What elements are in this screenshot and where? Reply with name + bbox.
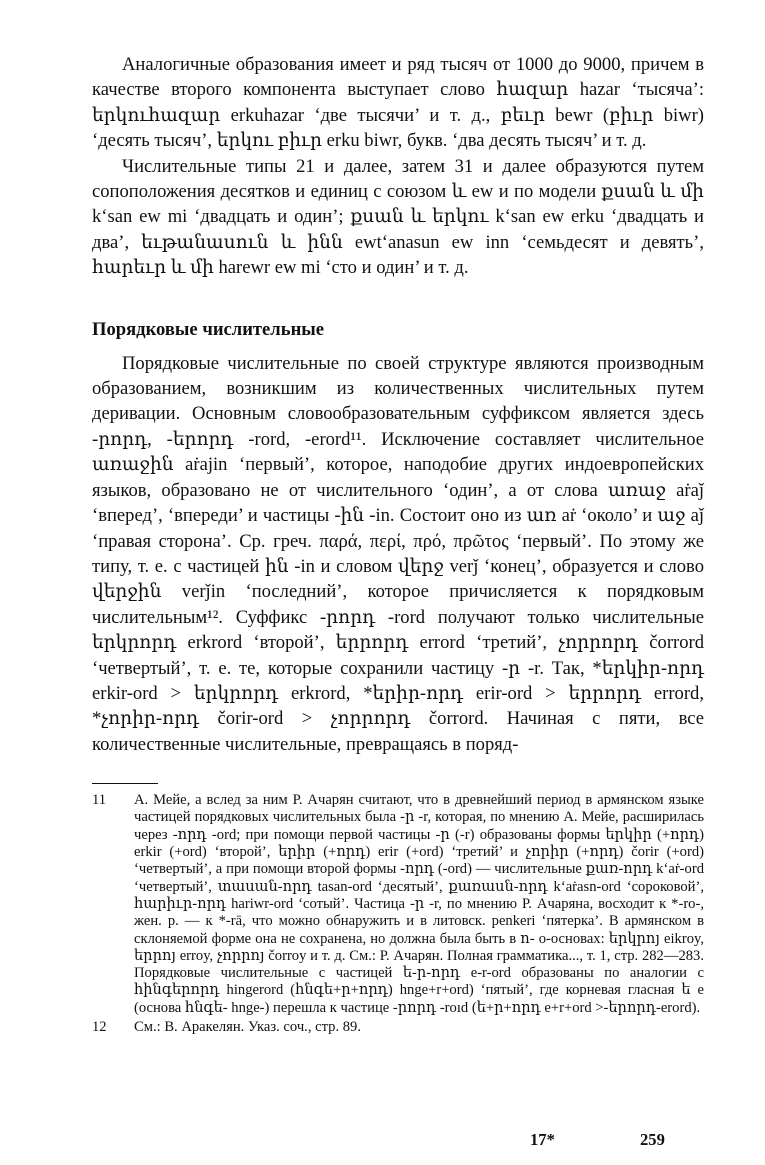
body-paragraph: Аналогичные образования имеет и ряд тысяч от 1000 до 9000, причем в качестве второго компонента выступает слово հազար hazar ‘тысяча’: երկուհազար erkuhazar ‘две тысячи’ и т. д., բեւր bewr (բիւր biwr) ‘десять тысяч’, երկու բիւր erku biwr, букв. ‘два десять тысяч’ и т. д. xyxy=(92,54,704,152)
footnote-text: А. Мейе, а вслед за ним Р. Ачарян считают, что в древнейший период в армянском языке частицей порядковых числительных была -ր -r, которая, по мнению А. Мейе, расширилась через -որդ -ord; при помощи первой частицы -ր (-r) образованы формы երկիր (+որդ) erkir (+ord) ‘второй’, երիր (+որդ) erir (+ord) ‘третий’ и չորիր (+որդ) čorir (+ord) ‘четвертый’, а при помощи второй формы -որդ (-ord) — числительные քառ-որդ k‘aṙ-ord ‘четвертый’, տասան-որդ tasan-ord ‘десятый’, քառասն-որդ k‘aṙasn-ord ‘сороковой’, հարիւր-որդ hariwr-ord ‘сотый’. Частица -ր -r, по мнению Р. Ачаряна, восходит к *-ro-, жен. р. — к *-rā, что можно обнаружить и в литовск. penkeri ‘пятерка’. В армянском в склоняемой форме она не сохранена, но должна была быть в ո- о-основах: երկրոյ eikroy, երրոյ erroy, չորրոյ čorroy и т. д. См.: Р. Ачарян. Полная грамматика..., т. 1, стр. 282—283. Порядковые числительные с частицей ե-ր-որդ e-r-ord образованы по аналогии с հինգերորդ hingerord (հնգե+ր+որդ) hnge+r+ord) ‘пятый’, где корневая гласная ե e (основа հնգե- hnge-) перешла к частице -րորդ -roıd (ե+ր+որդ e+r+ord >-երորդ-erord). xyxy=(134,792,704,1016)
footnote-number: 11 xyxy=(92,792,107,809)
footnote xyxy=(92,1019,704,1036)
footnote-text: См.: В. Аракелян. Указ. соч., стр. 89. xyxy=(134,1019,361,1036)
body-paragraph: Числительные типы 21 и далее, затем 31 и далее образуются путем сопоположения десятков и единиц с союзом և ew и по модели քսան և մի k‘san ew mi ‘двадцать и один’; քսան և երկու k‘san ew erku ‘двадцать и два’, եւթանասուն և ինն ewt‘anasun ew inn ‘семьдесят и девять’, հարեւր և մի harewr ew mi ‘сто и один’ и т. д. xyxy=(92,155,704,279)
section-heading: Порядковые числительные xyxy=(92,318,325,340)
page-number: 259 xyxy=(640,1130,665,1149)
signature-mark: 17* xyxy=(530,1130,555,1149)
footnote-number: 12 xyxy=(92,1019,107,1036)
page-content xyxy=(92,52,704,1036)
footnote xyxy=(92,792,704,1017)
footnotes xyxy=(92,792,704,1036)
footnote-divider xyxy=(92,783,158,784)
body-paragraph: Порядковые числительные по своей структуре являются производным образованием, возникшим из количественных числительных путем деривации. Основным словообразовательным суффиксом является здесь -րորդ, -երորդ -rord, -erord¹¹. Исключение составляет числительное առաջին aṙajin ‘первый’, которое, наподобие других индоевропейских языков, образовано не от числительного ‘один’, а от слова առաջ aṙaǰ ‘вперед’, ‘впереди’ и частицы -ին -in. Состоит оно из առ aṙ ‘около’ и աջ aǰ ‘правая сторона’. Ср. греч. παρά, περί, πρό, πρῶτος ‘первый’. По этому же типу, т. е. с частицей ին -in и словом վերջ verǰ ‘конец’, образуется и слово վերջին verǰin ‘последний’, которое причисляется к порядковым числительным¹². Суффикс -րորդ -rord получают только числительные երկրորդ erkrord ‘второй’, երրորդ errord ‘третий’, չորրորդ čorrord ‘четвертый’, т. е. те, которые сохранили частицу -ր -r. Так, *երկիր-որդ erkir-ord > երկրորդ erkrord, *երիր-որդ erir-ord > երրորդ errord, *չորիր-որդ čorir-ord > չորրորդ čorrord. Начиная с пяти, все количественные числительные, превращаясь в поряд- xyxy=(92,352,704,755)
